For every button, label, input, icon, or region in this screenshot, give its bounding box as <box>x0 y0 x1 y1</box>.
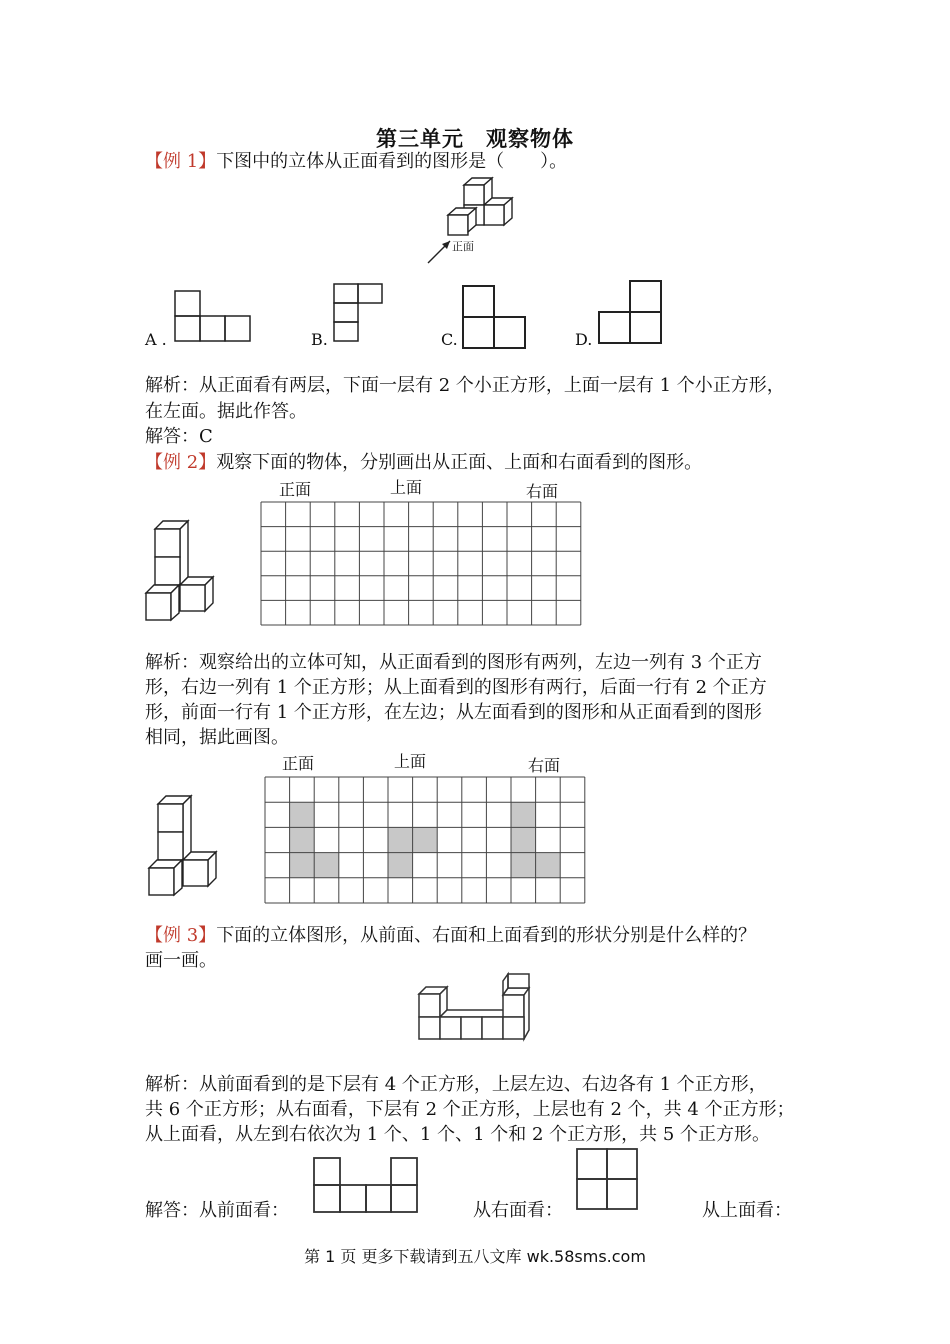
ex2-answer-label-front: 正面 <box>282 754 315 773</box>
ex2-grid-label-front: 正面 <box>279 480 312 499</box>
ex3-question: 下面的立体图形，从前面、右面和上面看到的形状分别是什么样的？ <box>216 925 757 946</box>
ex2-tag: 【例 2】 <box>145 452 217 473</box>
ex3-analysis-3: 从上面看，从左到右依次为 1 个、1 个、1 个和 2 个正方形，共 5 个正方形。 <box>145 1124 771 1145</box>
shaded-cell <box>314 853 339 878</box>
ex3-answer-front-label: 解答：从前面看： <box>145 1200 289 1221</box>
ex2-answer-label-right: 右面 <box>528 756 561 775</box>
shaded-cell <box>290 853 315 878</box>
ex2-analysis-2: 形，右边一列有 1 个正方形；从上面看到的图形有两行，后面一行有 2 个正方 <box>145 677 767 698</box>
ex3-right-view-figure <box>576 1148 638 1210</box>
ex1-question-line <box>145 150 567 174</box>
ex1-option-b-label: B. <box>311 330 328 349</box>
ex3-answer-top-label: 从上面看： <box>702 1200 792 1221</box>
shaded-cell <box>290 802 315 827</box>
shaded-cell <box>511 853 536 878</box>
ex1-option-c-label: C. <box>441 330 458 349</box>
ex1-option-d-figure <box>598 280 664 344</box>
shaded-cell <box>536 853 561 878</box>
ex1-tag: 【例 1】 <box>145 151 217 172</box>
ex1-arrow-label: 正面 <box>452 240 474 253</box>
page-title: 第三单元 观察物体 <box>376 126 574 151</box>
ex2-answer-solid-figure <box>143 790 233 900</box>
ex2-analysis-3: 形，前面一行有 1 个正方形，在左边；从左面看到的图形和从正面看到的图形 <box>145 702 762 723</box>
ex2-blank-grid <box>260 501 582 627</box>
ex1-analysis-1: 解析：从正面看有两层，下面一层有 2 个小正方形，上面一层有 1 个小正方形， <box>145 375 785 396</box>
ex1-option-c-figure <box>462 285 528 349</box>
ex1-option-b-figure <box>333 283 385 343</box>
shaded-cell <box>511 827 536 852</box>
ex2-analysis-1: 解析：观察给出的立体可知，从正面看到的图形有两列，左边一列有 3 个正方 <box>145 652 762 673</box>
ex3-front-view-figure <box>313 1157 419 1215</box>
ex1-answer: 解答：C <box>145 426 213 447</box>
shaded-cell <box>388 827 413 852</box>
ex3-question-cont: 画一画。 <box>145 950 217 971</box>
ex1-solid-figure <box>420 175 530 270</box>
ex2-solid-figure <box>140 515 230 625</box>
shaded-cell <box>388 853 413 878</box>
ex1-option-a-label: A . <box>145 330 167 349</box>
ex1-analysis-2: 在左面。据此作答。 <box>145 401 307 422</box>
ex1-option-d-label: D. <box>575 330 593 349</box>
ex2-analysis-4: 相同，据此画图。 <box>145 727 289 748</box>
ex2-question: 观察下面的物体，分别画出从正面、上面和右面看到的图形。 <box>216 452 703 473</box>
shaded-cell <box>413 827 438 852</box>
ex3-question-line <box>145 924 756 948</box>
ex2-blank-grid-lines <box>261 502 581 625</box>
ex2-grid-label-top: 上面 <box>390 478 423 497</box>
ex3-tag: 【例 3】 <box>145 925 217 946</box>
ex3-analysis-2: 共 6 个正方形；从右面看，下层有 2 个正方形，上层也有 2 个，共 4 个正方形； <box>145 1099 795 1120</box>
ex3-answer-right-label: 从右面看： <box>473 1200 563 1221</box>
ex3-solid-figure <box>415 972 535 1050</box>
ex2-answer-label-top: 上面 <box>394 752 427 771</box>
ex2-answer-shaded-cells <box>290 802 561 878</box>
shaded-cell <box>511 802 536 827</box>
ex2-question-line <box>145 451 702 475</box>
ex2-answer-grid <box>264 776 586 904</box>
shaded-cell <box>290 827 315 852</box>
ex1-option-a-figure <box>174 290 252 342</box>
page-footer: 第 1 页 更多下载请到五八文库 wk.58sms.com <box>304 1247 646 1266</box>
ex1-question: 下图中的立体从正面看到的图形是（ ）。 <box>216 151 568 172</box>
ex2-grid-label-right: 右面 <box>526 482 559 501</box>
ex3-analysis-1: 解析：从前面看到的是下层有 4 个正方形，上层左边、右边各有 1 个正方形， <box>145 1074 767 1095</box>
